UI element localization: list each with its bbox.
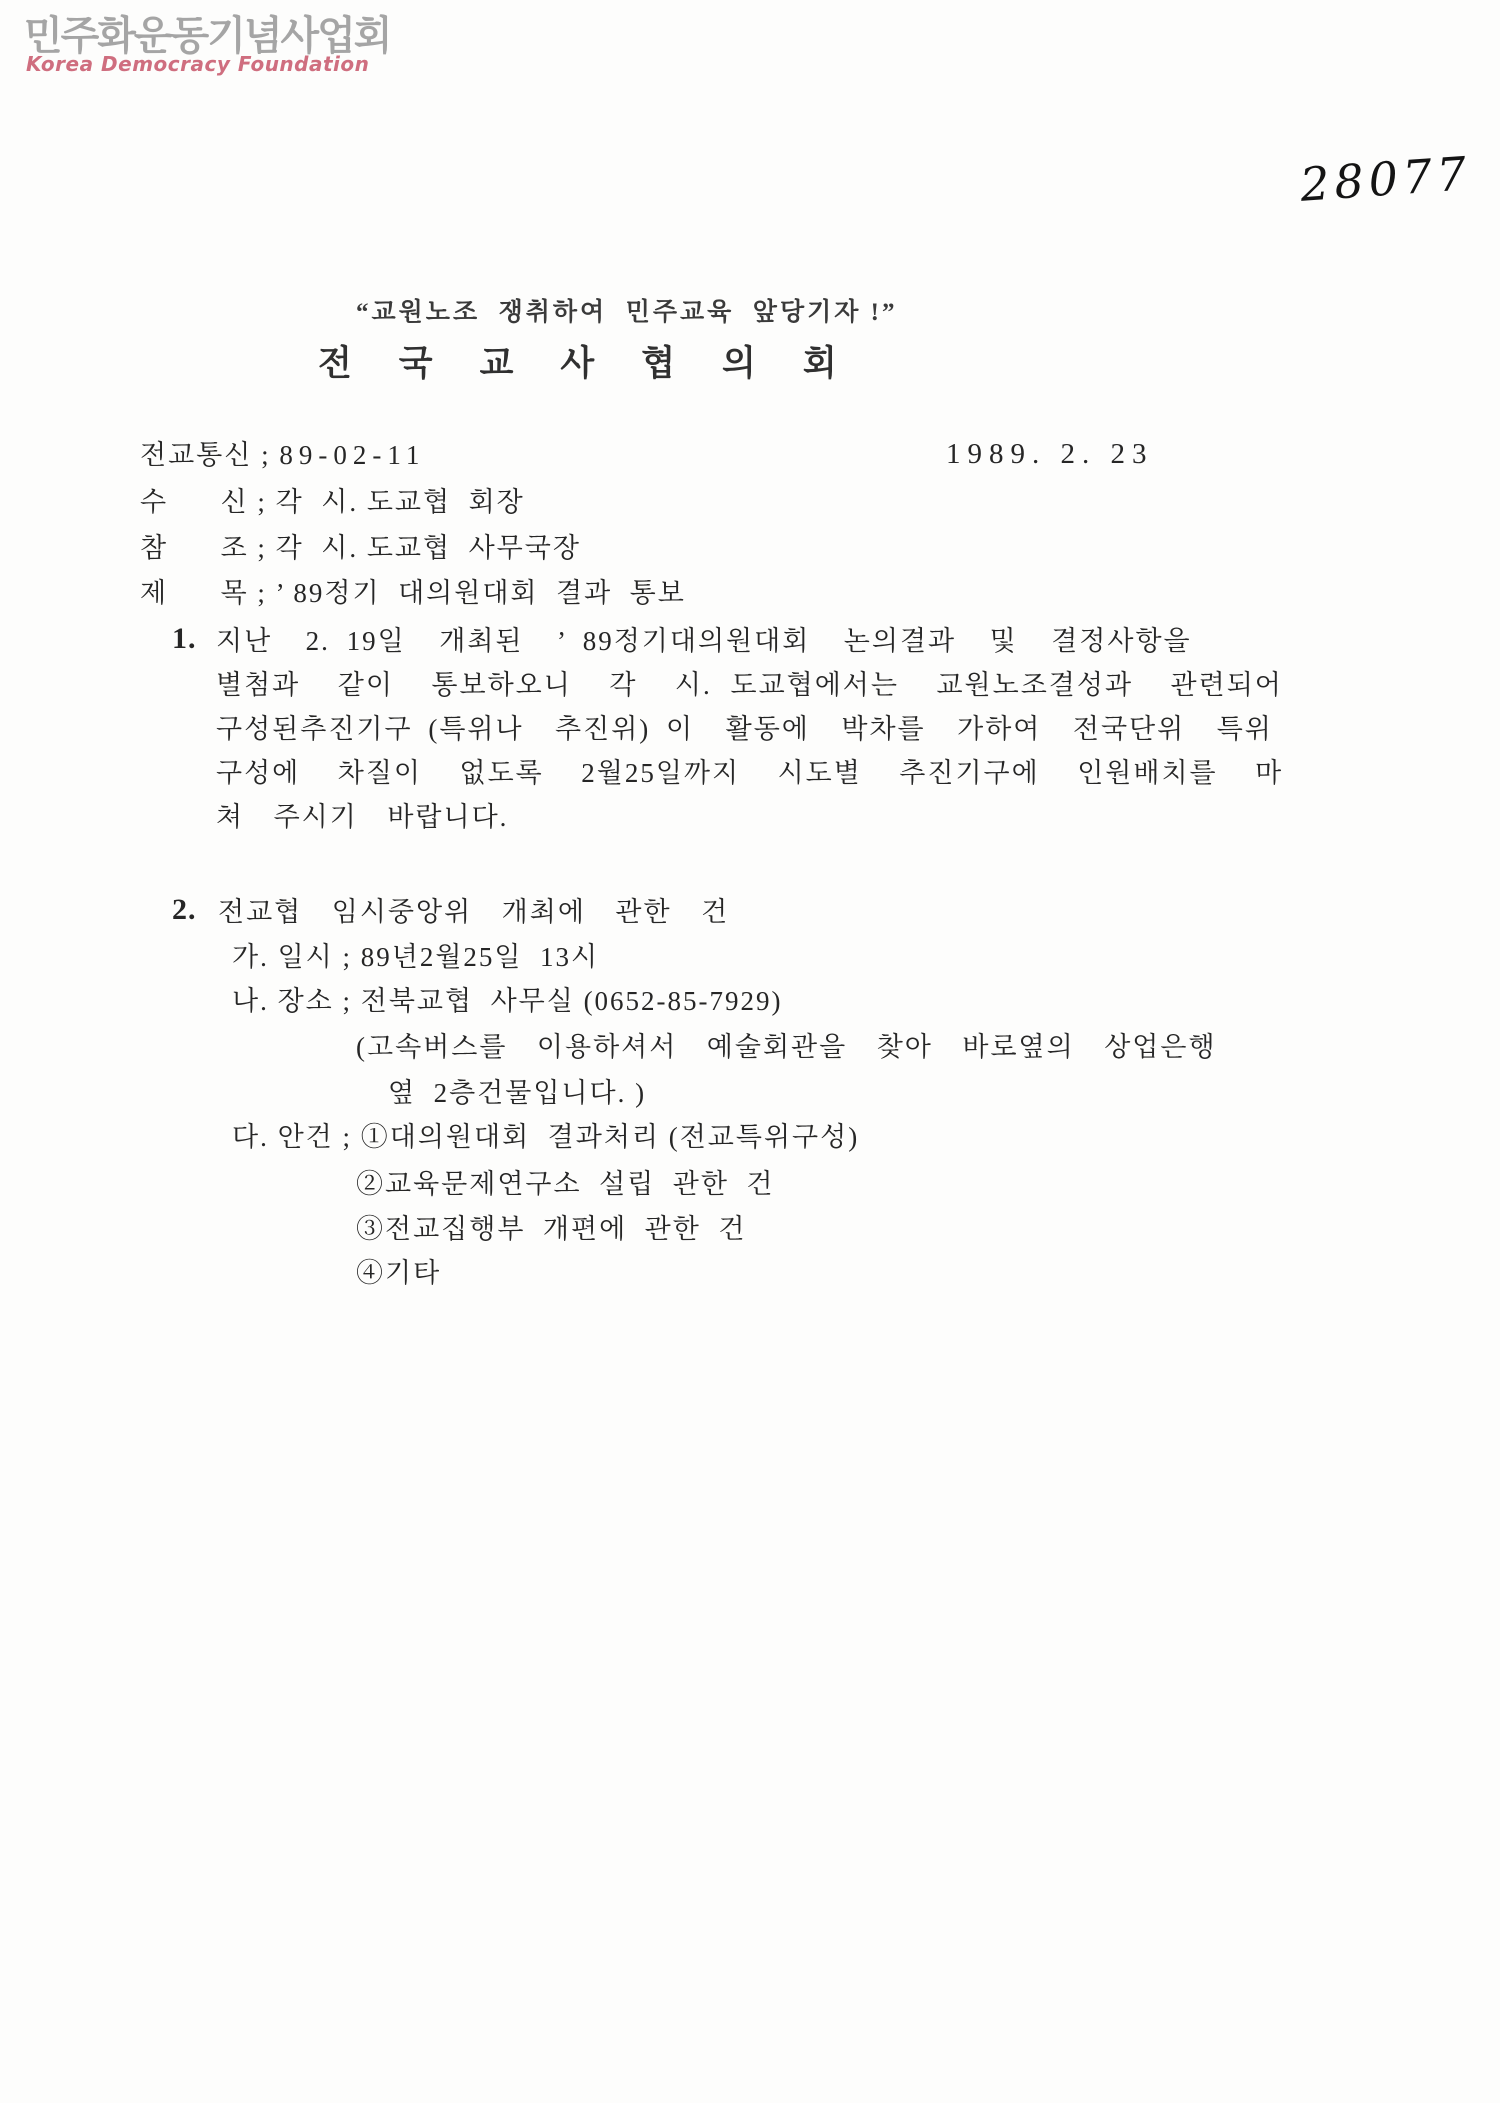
subject-value: ’ 89정기 대의원대회 결과 통보 — [275, 578, 686, 608]
section-1-line-3: 구성된추진기구 (특위나 추진위) 이 활동에 박차를 가하여 전국단위 특위 — [216, 714, 1273, 744]
doc-number-value: 89-02-11 — [279, 440, 426, 470]
section-2-agenda-item-4: ④기타 — [356, 1258, 442, 1288]
section-1-number: 1. — [172, 622, 197, 655]
kdf-logo-korean-text: 민주화운동기념사업회 — [24, 13, 391, 59]
doc-number-line — [140, 440, 425, 471]
document-title: 전국교사협의회 — [318, 344, 884, 383]
recipient-label: 수 신 ; — [140, 487, 276, 517]
section-2-item-agenda: 다. 안건 ; ①대의원대회 결과처리 (전교특위구성) — [232, 1122, 860, 1152]
subject-label: 제 목 ; — [140, 578, 276, 608]
doc-number-label: 전교통신 ; — [140, 440, 280, 470]
cc-value: 각 시. 도교협 사무국장 — [275, 533, 581, 563]
section-2-agenda-item-2: ②교육문제연구소 설립 관한 건 — [356, 1169, 775, 1199]
handwritten-archive-number: 28077 — [1298, 146, 1474, 212]
section-2-item-location: 나. 장소 ; 전북교협 사무실 (0652-85-7929) — [232, 986, 783, 1016]
section-2-item-datetime: 가. 일시 ; 89년2월25일 13시 — [232, 942, 600, 972]
kdf-logo-english-text: Korea Democracy Foundation — [26, 52, 370, 76]
cc-line — [140, 533, 581, 564]
section-1-line-2: 별첨과 같이 통보하오니 각 시. 도교협에서는 교원노조결성과 관련되어 — [216, 670, 1283, 700]
section-2-heading: 전교협 임시중앙위 개최에 관한 건 — [218, 897, 730, 927]
section-2-number: 2. — [172, 893, 197, 926]
section-1-line-5: 쳐 주시기 바랍니다. — [216, 802, 509, 832]
section-1-line-1: 지난 2. 19일 개최된 ’ 89정기대의원대회 논의결과 및 결정사항을 — [216, 626, 1192, 656]
section-1-line-4: 구성에 차질이 없도록 2월25일까지 시도별 추진기구에 인원배치를 마 — [216, 758, 1284, 788]
section-2-location-note-line-2: 옆 2층건물입니다. ) — [388, 1078, 647, 1108]
subject-line — [140, 578, 686, 609]
recipient-line — [140, 487, 525, 518]
recipient-value: 각 시. 도교협 회장 — [275, 487, 525, 517]
document-slogan: “교원노조 쟁취하여 민주교육 앞당기자 !” — [356, 299, 898, 326]
section-2-location-note-line-1: (고속버스를 이용하셔서 예술회관을 찾아 바로옆의 상업은행 — [356, 1032, 1217, 1062]
section-2-agenda-item-3: ③전교집행부 개편에 관한 건 — [356, 1214, 747, 1244]
cc-label: 참 조 ; — [140, 533, 276, 563]
document-date: 1989. 2. 23 — [946, 438, 1154, 470]
